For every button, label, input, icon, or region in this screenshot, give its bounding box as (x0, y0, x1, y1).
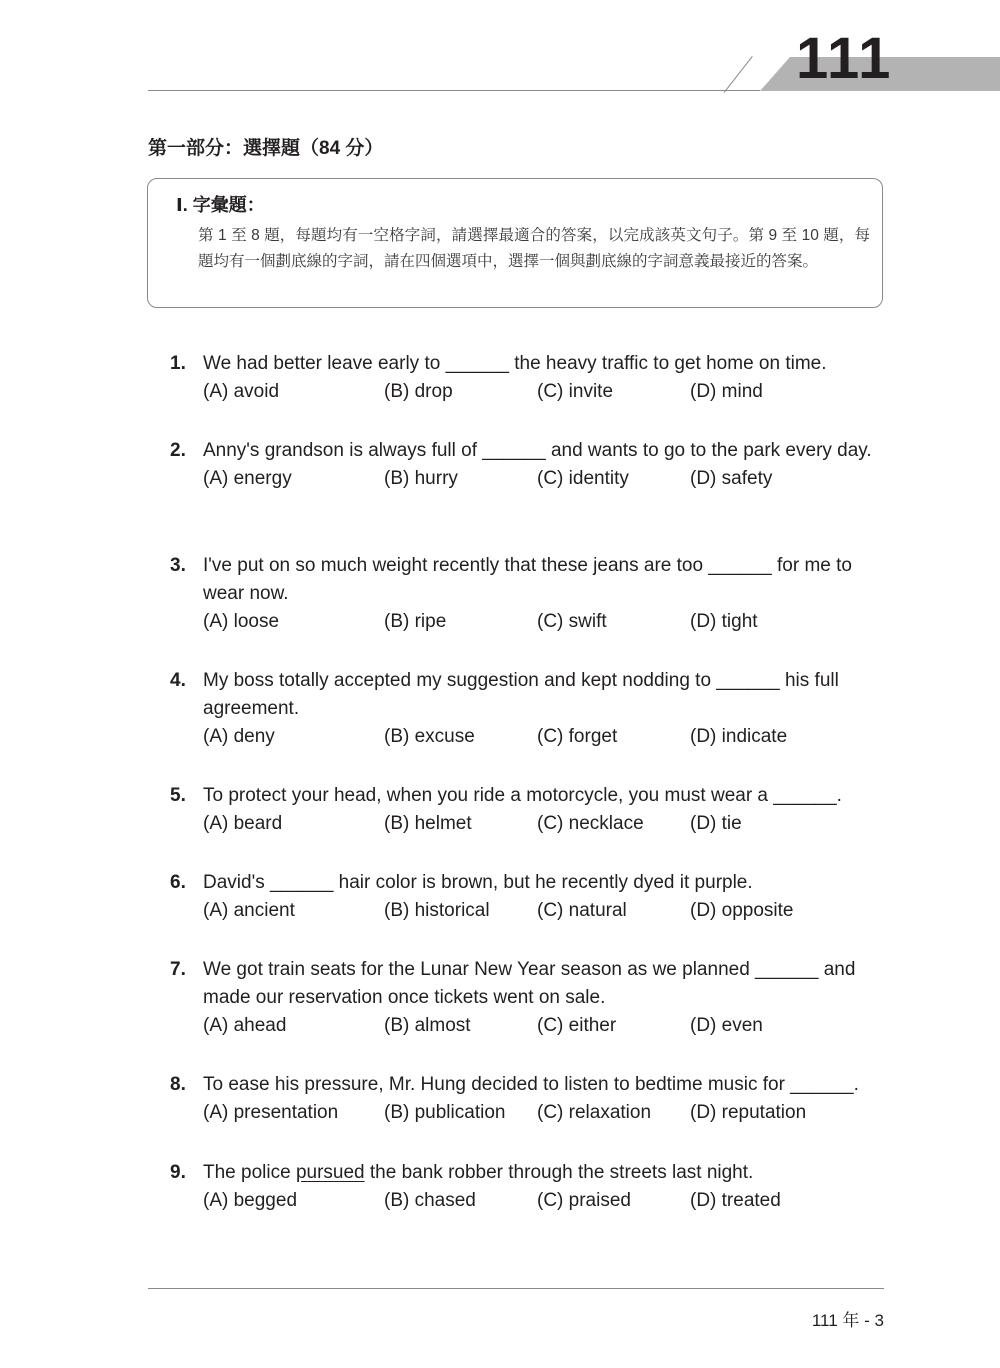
option-a: (A) begged (203, 1190, 298, 1211)
question-4 (170, 667, 885, 751)
question-number: 8. (170, 1074, 186, 1095)
option-a: (A) deny (203, 726, 275, 747)
options-row (203, 810, 885, 838)
option-b: (B) publication (384, 1102, 506, 1123)
option-a: (A) beard (203, 813, 283, 834)
option-c: (C) praised (537, 1190, 631, 1211)
options-row (203, 608, 885, 636)
question-number: 5. (170, 785, 186, 806)
question-number: 7. (170, 959, 186, 980)
footer-rule (148, 1288, 884, 1289)
question-number: 9. (170, 1162, 186, 1183)
option-a: (A) loose (203, 611, 280, 632)
year-heading: 111 (796, 26, 893, 91)
option-b: (B) drop (384, 381, 453, 402)
option-d: (D) tight (690, 611, 758, 632)
question-text-before: The police (203, 1162, 296, 1183)
option-b: (B) historical (384, 900, 490, 921)
question-text: To ease his pressure, Mr. Hung decided to listen to bedtime music for ______. (203, 1074, 859, 1095)
options-row (203, 378, 885, 406)
instruction-title: Ⅰ. 字彙題： (176, 195, 265, 215)
options-row (203, 465, 885, 493)
options-row (203, 1187, 885, 1215)
option-d: (D) mind (690, 381, 763, 402)
question-number: 3. (170, 555, 186, 576)
option-c: (C) necklace (537, 813, 644, 834)
option-d: (D) reputation (690, 1102, 807, 1123)
options-row (203, 723, 885, 751)
question-text: Anny's grandson is always full of ______ and wants to go to the park every day. (203, 440, 872, 461)
question-text: To protect your head, when you ride a motorcycle, you must wear a ______. (203, 785, 842, 806)
question-6 (170, 869, 885, 925)
question-text: David's ______ hair color is brown, but he recently dyed it purple. (203, 872, 753, 893)
question-text: My boss totally accepted my suggestion and kept nodding to ______ his full agreement. (203, 670, 839, 719)
option-b: (B) almost (384, 1015, 471, 1036)
underlined-word: pursued (295, 1162, 365, 1183)
option-d: (D) indicate (690, 726, 788, 747)
question-number: 1. (170, 353, 186, 374)
option-d: (D) even (690, 1015, 763, 1036)
options-row (203, 897, 885, 925)
option-a: (A) ancient (203, 900, 295, 921)
header-slash (724, 56, 753, 93)
question-number: 4. (170, 670, 186, 691)
question-5 (170, 782, 885, 838)
option-d: (D) tie (690, 813, 742, 834)
option-b: (B) helmet (384, 813, 472, 834)
question-9 (170, 1159, 885, 1215)
section-title: 第一部分：選擇題（84 分） (148, 138, 384, 159)
question-text (203, 1159, 885, 1187)
option-c: (C) relaxation (537, 1102, 652, 1123)
option-b: (B) hurry (384, 468, 458, 489)
question-text: We got train seats for the Lunar New Year season as we planned ______ and made our reservation once tickets went on sale. (203, 959, 856, 1008)
option-a: (A) ahead (203, 1015, 287, 1036)
instruction-box (147, 178, 883, 308)
question-text-after: the bank robber through the streets last night. (364, 1162, 754, 1183)
question-3 (170, 552, 885, 636)
instruction-text: 第 1 至 8 題，每題均有一空格字詞，請選擇最適合的答案，以完成該英文句子。第 9 至 10 題，每題均有一個劃底線的字詞，請在四個選項中，選擇一個與劃底線的字詞意義最接近的答案。 (198, 227, 870, 270)
option-c: (C) natural (537, 900, 627, 921)
option-a: (A) presentation (203, 1102, 339, 1123)
option-b: (B) ripe (384, 611, 447, 632)
header-rule (148, 90, 760, 91)
option-c: (C) swift (537, 611, 607, 632)
question-number: 6. (170, 872, 186, 893)
option-d: (D) treated (690, 1190, 781, 1211)
option-c: (C) invite (537, 381, 614, 402)
option-b: (B) chased (384, 1190, 476, 1211)
option-a: (A) energy (203, 468, 292, 489)
question-8 (170, 1071, 885, 1127)
options-row (203, 1012, 885, 1040)
options-row (203, 1099, 885, 1127)
question-1 (170, 350, 885, 406)
option-c: (C) identity (537, 468, 629, 489)
question-2 (170, 437, 885, 493)
question-text: We had better leave early to ______ the heavy traffic to get home on time. (203, 353, 827, 374)
page-number: 111 年 - 3 (811, 1311, 884, 1330)
question-7 (170, 956, 885, 1040)
option-b: (B) excuse (384, 726, 475, 747)
question-number: 2. (170, 440, 186, 461)
option-d: (D) safety (690, 468, 773, 489)
option-c: (C) either (537, 1015, 617, 1036)
option-c: (C) forget (537, 726, 618, 747)
option-a: (A) avoid (203, 381, 280, 402)
option-d: (D) opposite (690, 900, 794, 921)
question-text: I've put on so much weight recently that these jeans are too ______ for me to wear now. (203, 555, 852, 604)
